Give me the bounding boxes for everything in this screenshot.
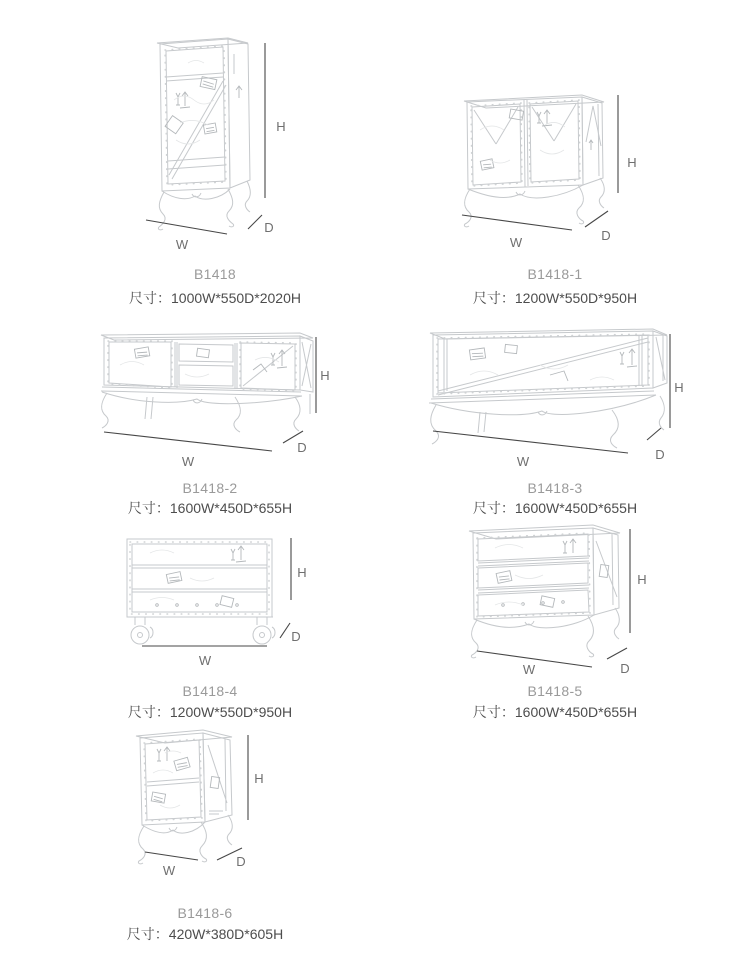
product-card-b1418-3 [420, 325, 690, 525]
product-card-b1418-6 [90, 725, 320, 950]
dimension-lines [145, 735, 248, 860]
height-dim-label: H [254, 771, 264, 786]
width-dim-label: W [162, 863, 176, 878]
product-size: 尺寸：1200W*550D*950H [472, 290, 638, 306]
product-card-b1418-2 [85, 325, 335, 525]
product-sketch-b1418-6 [105, 725, 315, 895]
product-model: B1418-4 [182, 683, 238, 699]
shipping-mark-icons [469, 344, 637, 381]
width-dim-label: W [181, 454, 195, 469]
sideboard-outline [464, 95, 604, 227]
height-dim-label: H [627, 155, 637, 170]
shipping-mark-icons [134, 347, 287, 372]
height-dim-label: H [297, 565, 307, 580]
dimension-lines [146, 43, 265, 234]
product-model: B1418-6 [177, 905, 233, 921]
product-sketch-b1418-4 [95, 520, 325, 672]
depth-dim-label: D [297, 440, 307, 455]
nightstand-outline [136, 730, 232, 864]
product-card-b1418 [95, 20, 335, 320]
nail-dots [165, 46, 226, 185]
wood-grain [495, 545, 543, 606]
depth-dim-label: D [620, 661, 630, 676]
product-sketch-b1418-3 [420, 325, 690, 470]
tall-cabinet-outline [157, 38, 250, 230]
width-dim-label: W [198, 653, 212, 668]
drawer-chest-outline [469, 525, 620, 658]
shipping-mark-icons [480, 109, 593, 170]
product-size: 尺寸：1000W*550D*2020H [129, 290, 301, 306]
depth-dim-label: D [601, 228, 611, 243]
product-size: 尺寸：1200W*550D*950H [127, 704, 293, 720]
low-cabinet-outline [429, 329, 667, 448]
width-dim-label: W [516, 454, 530, 469]
product-card-b1418-5 [435, 515, 675, 725]
shipping-mark-icons [496, 539, 609, 607]
product-sketch-b1418-1 [450, 90, 670, 260]
width-dim-label: W [509, 235, 523, 250]
depth-dim-label: D [291, 629, 301, 644]
height-dim-label: H [320, 368, 330, 383]
depth-dim-label: D [264, 220, 274, 235]
product-sketch-b1418 [130, 28, 330, 260]
product-card-b1418-4 [95, 515, 325, 725]
product-model: B1418-5 [527, 683, 583, 699]
product-model: B1418-1 [527, 266, 583, 282]
product-size: 尺寸：420W*380D*605H [126, 926, 284, 942]
height-dim-label: H [276, 119, 286, 134]
product-model: B1418-3 [527, 480, 583, 496]
tv-cabinet-outline [101, 333, 313, 432]
depth-dim-label: D [236, 854, 246, 869]
shipping-mark-icons [151, 747, 219, 803]
shipping-mark-icons [165, 77, 242, 134]
caster-chest-outline [127, 539, 275, 644]
depth-dim-label: D [655, 447, 665, 462]
product-sketch-b1418-5 [445, 515, 685, 680]
product-model: B1418 [194, 266, 236, 282]
width-dim-label: W [522, 662, 536, 677]
height-dim-label: H [674, 380, 684, 395]
product-size: 尺寸：1600W*450D*655H [127, 500, 293, 516]
product-model: B1418-2 [182, 480, 238, 496]
wood-grain [120, 357, 279, 377]
product-card-b1418-1 [435, 20, 675, 320]
product-size: 尺寸：1600W*450D*655H [472, 500, 638, 516]
width-dim-label: W [175, 237, 189, 252]
nail-dots [471, 100, 580, 186]
product-size: 尺寸：1600W*450D*655H [472, 704, 638, 720]
product-sketch-b1418-2 [85, 330, 335, 472]
wood-grain [480, 122, 565, 163]
height-dim-label: H [637, 572, 647, 587]
